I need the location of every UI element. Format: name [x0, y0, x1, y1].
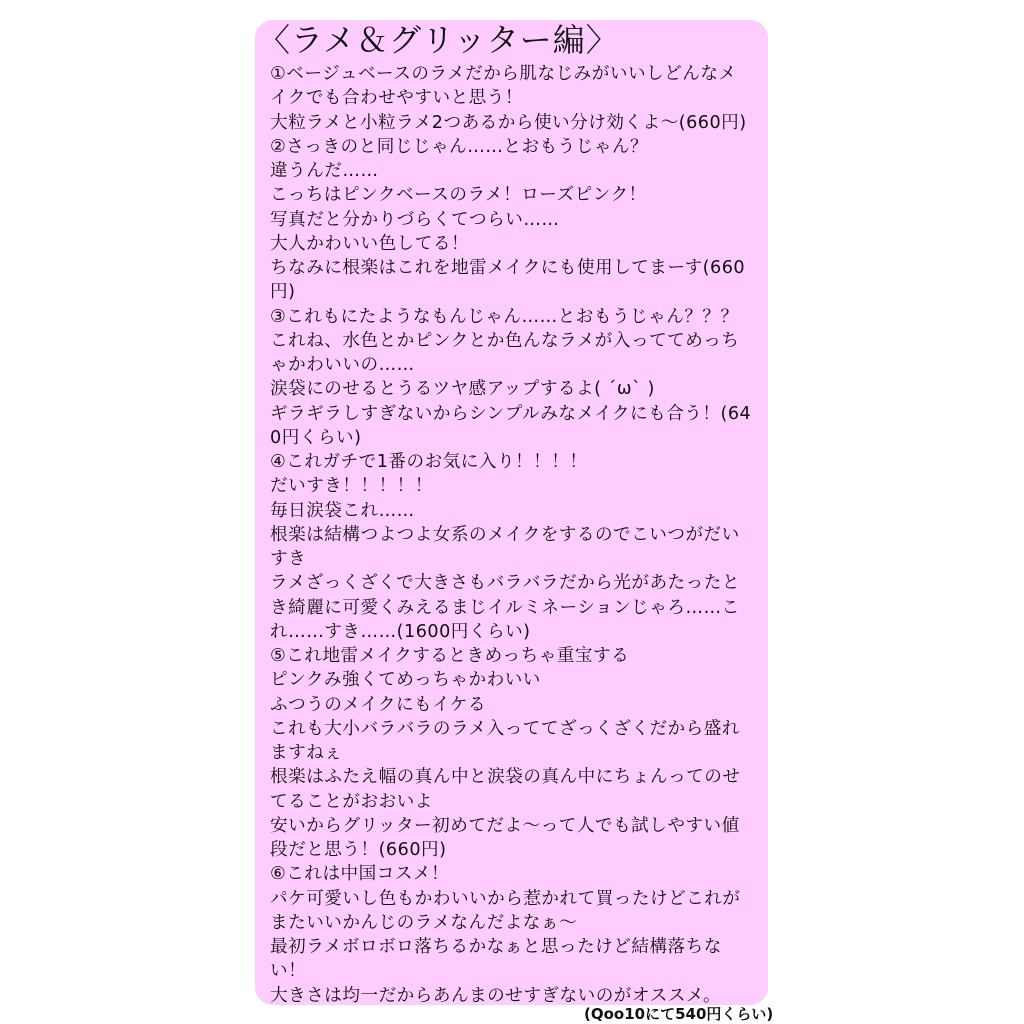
footer-price-note: (Qoo10にて540円くらい): [584, 1005, 774, 1023]
review-text: ①ベージュベースのラメだから肌なじみがいいしどんなメイクでも合わせやすいと思う！ 大粒ラメと小粒ラメ2つあるから使い分け効くよ〜(660円) ②さっきのと同じじゃん……とおもうじゃん？ 違うんだ…… こっちはピンクベースのラメ！ローズピンク！ 写真だと分かりづらくてつらい…… 大人かわいい色してる！ ちなみに根楽はこれを地雷メイクにも使用してまーす(660円) ③これもにたようなもんじゃん……とおもうじゃん？？？ これね、水色とかピンクとか色んなラメが入っててめっちゃかわいいの…… 涙袋にのせるとうるツヤ感アップするよ( ´ω` ) ギラギラしすぎないからシンプルみなメイクにも合う！(640円くらい) ④これガチで1番のお気に入り！！！！ だいすき！！！！！ 毎日涙袋これ…… 根楽は結構つよつよ女系のメイクをするのでこいつがだいすき ラメざっくざくで大きさもバラバラだから光があたったとき綺麗に可愛くみえるまじイルミネーションじゃろ……これ……すき……(1600円くらい) ⑤これ地雷メイクするときめっちゃ重宝する ピンクみ強くてめっちゃかわいい ふつうのメイクにもイケる これも大小バラバラのラメ入っててざっくざくだから盛れますねぇ 根楽はふたえ幅の真ん中と涙袋の真ん中にちょんってのせてることがおおいよ 安いからグリッター初めてだよ〜って人でも試しやすい値段だと思う！(660円) ⑥これは中国コスメ！ パケ可愛いし色もかわいいから惹かれて買ったけどこれがまたいいかんじのラメなんだよなぁ〜 最初ラメボロボロ落ちるかなぁと思ったけど結構落ちない！ 大きさは均一だからあんまのせすぎないのがオススメ。: [270, 64, 752, 1006]
section-title: 〈ラメ＆グリッター編〉: [258, 21, 619, 59]
